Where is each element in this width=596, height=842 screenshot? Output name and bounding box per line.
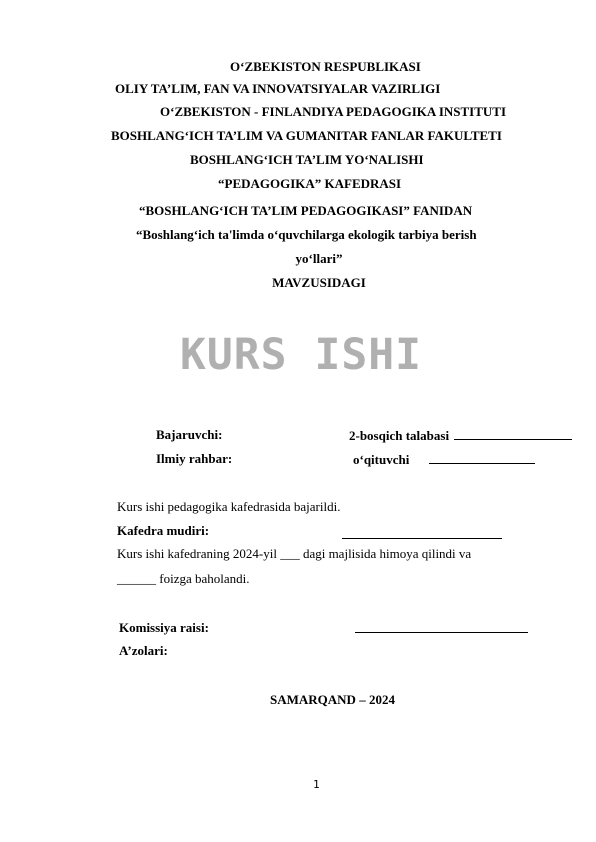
header-subject: “BOSHLANG‘ICH TA’LIM PEDAGOGIKASI” FANIDAN (139, 203, 473, 218)
supervisor-value-text: o‘qituvchi (353, 452, 410, 467)
header-faculty: BOSHLANG‘ICH TA’LIM VA GUMANITAR FANLAR FAKULTETI (111, 128, 502, 143)
topic-line-2: yo‘llari” (295, 251, 343, 266)
department-head-label: Kafedra mudiri: (117, 523, 210, 538)
document-title: KURS ISHI (180, 330, 422, 380)
supervisor-name-blank (429, 451, 535, 464)
header-ministry-republic: O‘ZBEKISTON RESPUBLIKASI (230, 59, 421, 74)
header-department: “PEDAGOGIKA” KAFEDRASI (218, 176, 402, 191)
header-direction: BOSHLANG‘ICH TA’LIM YO‘NALISHI (190, 152, 424, 167)
defense-text: Kurs ishi kafedraning 2024-yil ___ dagi majlisida himoya qilindi va (117, 546, 472, 561)
topic-line-1: “Boshlang‘ich ta'limda o‘quvchilarga ekologik tarbiya berish (136, 227, 477, 242)
header-mavzusidagi: MAVZUSIDAGI (272, 275, 366, 290)
supervisor-label: Ilmiy rahbar: (156, 451, 233, 466)
performer-label: Bajaruvchi: (156, 427, 223, 442)
members-label: A’zolari: (119, 643, 168, 658)
performer-name-blank (454, 427, 572, 440)
header-institute: O‘ZBEKISTON - FINLANDIYA PEDAGOGIKA INSTITUTI (160, 104, 507, 119)
header-ministry: OLIY TA’LIM, FAN VA INNOVATSIYALAR VAZIRLIGI (115, 81, 441, 96)
commission-chair-label: Komissiya raisi: (119, 620, 209, 635)
department-head-blank (342, 526, 502, 539)
performer-value (349, 427, 572, 444)
performer-value-text: 2-bosqich talabasi (349, 428, 450, 443)
commission-chair-blank (355, 620, 528, 633)
supervisor-value (353, 451, 535, 468)
city-year: SAMARQAND – 2024 (270, 692, 395, 707)
department-done-text: Kurs ishi pedagogika kafedrasida bajarildi. (117, 499, 341, 514)
grade-text: ______ foizga baholandi. (117, 571, 250, 586)
page-number: 1 (313, 778, 320, 791)
